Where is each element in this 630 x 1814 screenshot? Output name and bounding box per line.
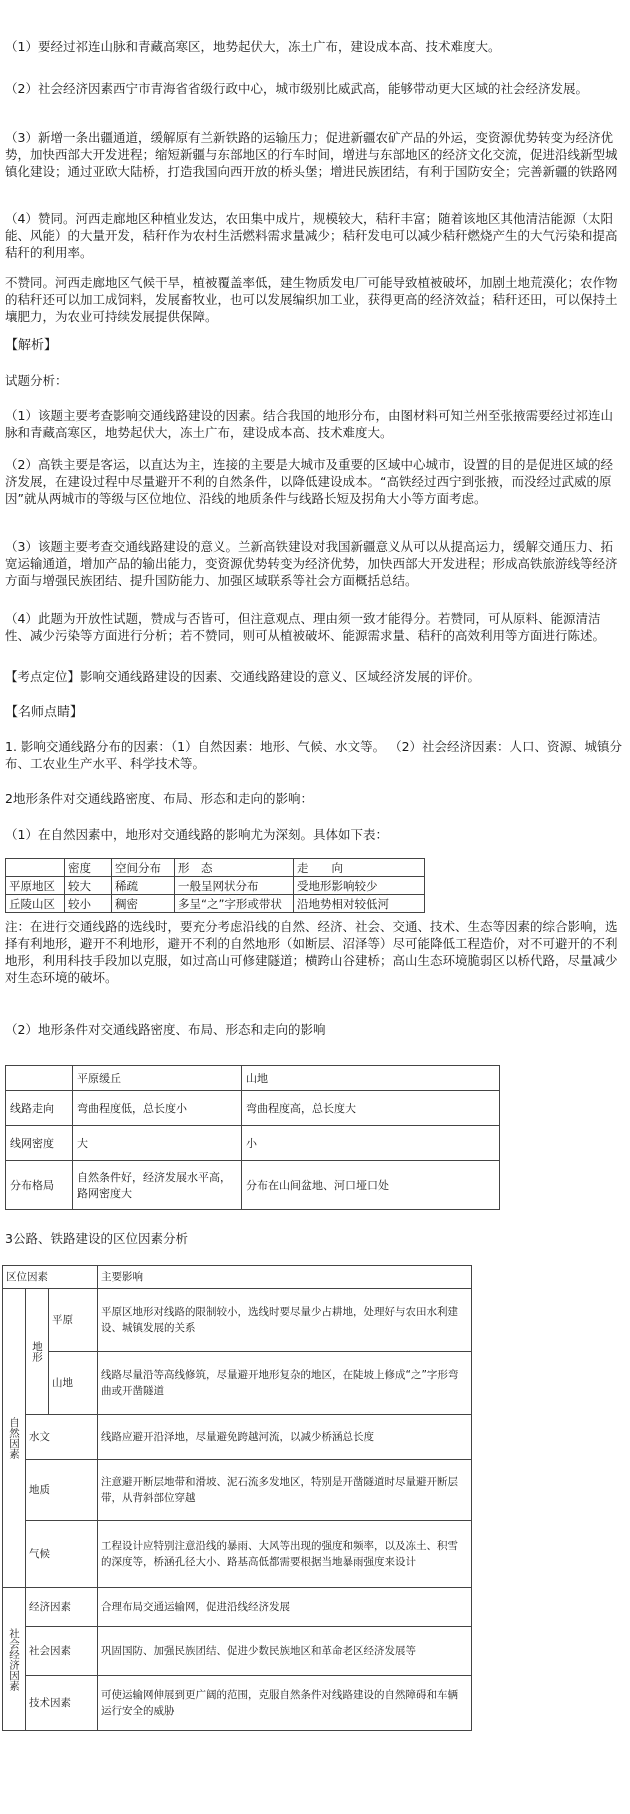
table-cell: 稀疏 — [112, 877, 175, 895]
table-header-row — [6, 859, 425, 877]
table-row — [3, 1588, 472, 1627]
table-cell: 地质 — [26, 1460, 98, 1521]
table-header-cell — [6, 859, 65, 877]
table-cell: 合理布局交通运输网，促进沿线经济发展 — [98, 1588, 472, 1627]
table-header-cell: 主要影响 — [98, 1266, 472, 1289]
table-header-cell: 走 向 — [294, 859, 425, 877]
table-row — [6, 877, 425, 895]
table-header-cell: 区位因素 — [3, 1266, 98, 1289]
table-cell: 分布在山间盆地、河口垭口处 — [242, 1161, 500, 1210]
table-cell: 弯曲程度高，总长度大 — [242, 1091, 500, 1126]
analysis-heading: 【解析】 — [5, 338, 58, 353]
table-row — [6, 1091, 500, 1126]
table-cell: 平原地区 — [6, 877, 65, 895]
location-factor-table — [2, 1265, 472, 1731]
table-cell: 可使运输网伸展到更广阔的范围，克服自然条件对线路建设的自然障碍和车辆运行安全的威胁 — [98, 1676, 472, 1731]
table-cell: 线路尽量沿等高线修筑，尽量避开地形复杂的地区，在陡坡上修成“之”字形弯曲或开凿隧道 — [98, 1352, 472, 1415]
table-cell: 气候 — [26, 1521, 98, 1588]
table-group-cell: 社会经济因素 — [3, 1588, 26, 1731]
mingshi-2: 2地形条件对交通线路密度、布局、形态和走向的影响： — [5, 791, 313, 806]
table-cell: 一般呈网状分布 — [175, 877, 294, 895]
table-cell: 较小 — [65, 895, 112, 913]
table-row — [3, 1676, 472, 1731]
table-row — [3, 1521, 472, 1588]
table-cell: 沿地势相对较低河 — [294, 895, 425, 913]
table-header-row — [6, 1066, 500, 1091]
answer-3: （3）新增一条出疆通道，缓解原有兰新铁路的运输压力；促进新疆农矿产品的外运，变资源优势转变为经济优势，加快西部大开发进程；缩短新疆与东部地区的行车时间，增进与东部地区的经济文化交流，促进沿线新型城镇化建设；通过亚欧大陆桥，打造我国向西开放的桥头堡；增进民族团结，有利于国防安全；完善新疆的铁路网 — [5, 130, 618, 179]
table-row — [6, 895, 425, 913]
table-cell: 山地 — [49, 1352, 98, 1415]
table-row — [3, 1415, 472, 1460]
analysis-intro: 试题分析： — [5, 373, 68, 388]
table-cell: 技术因素 — [26, 1676, 98, 1731]
table-cell: 工程设计应特别注意沿线的暴雨、大风等出现的强度和频率，以及冻土、积雪的深度等，桥涵孔径大小、路基高低都需要根据当地暴雨强度来设计 — [98, 1521, 472, 1588]
table-row — [3, 1627, 472, 1676]
table-header-row — [3, 1266, 472, 1289]
mingshi-1: 1. 影响交通线路分布的因素：（1）自然因素：地形、气候、水文等。 （2）社会经济因素：人口、资源、城镇分布、工农业生产水平、科学技术等。 — [5, 739, 623, 771]
table-cell: 小 — [242, 1126, 500, 1161]
analysis-1: （1）该题主要考查影响交通线路建设的因素。结合我国的地形分布，由图材料可知兰州至张掖需要经过祁连山脉和青藏高寒区，地势起伏大，冻土广布，建设成本高、技术难度大。 — [5, 408, 613, 440]
section-3-title: 3公路、铁路建设的区位因素分析 — [5, 1231, 188, 1246]
table-cell: 大 — [73, 1126, 242, 1161]
table-cell: 线网密度 — [6, 1126, 73, 1161]
table-header-cell: 山地 — [242, 1066, 500, 1091]
answer-4-disagree: 不赞同。河西走廊地区气候干旱，植被覆盖率低，建生物质发电厂可能导致植被破坏，加剧土地荒漠化；农作物的秸秆还可以加工成饲料，发展畜牧业，也可以发展编织加工业，获得更高的经济效益；秸秆还田，可以保持土壤肥力，为农业可持续发展提供保障。 — [5, 275, 618, 324]
table-row — [3, 1289, 472, 1352]
analysis-3: （3）该题主要考查交通线路建设的意义。兰新高铁建设对我国新疆意义从可以从提高运力，缓解交通压力、拓宽运输通道，增加产品的输出能力，变资源优势转变为经济优势，加快西部大开发进程；形成高铁旅游线等经济方面与增强民族团结、提升国防能力、加强区域联系等社会方面概括总结。 — [5, 539, 618, 588]
table-cell: 较大 — [65, 877, 112, 895]
table-cell: 线路走向 — [6, 1091, 73, 1126]
mingshi-heading: 【名师点睛】 — [5, 705, 84, 720]
section-2-title: （2）地形条件对交通线路密度、布局、形态和走向的影响 — [5, 1022, 326, 1037]
table-cell: 水文 — [26, 1415, 98, 1460]
table-header-cell: 形 态 — [175, 859, 294, 877]
table-cell: 线路应避开沿泽地，尽量避免跨越河流，以减少桥涵总长度 — [98, 1415, 472, 1460]
table-row — [6, 1161, 500, 1210]
table-cell: 受地形影响较少 — [294, 877, 425, 895]
answer-4-agree: （4）赞同。河西走廊地区种植业发达，农田集中成片，规模较大，秸秆丰富；随着该地区其他清洁能源（太阳能、风能）的大量开发，秸秆作为农村生活燃料需求量减少；秸秆发电可以减少秸秆燃烧产生的大气污染和提高秸秆的利用率。 — [5, 211, 618, 260]
analysis-2: （2）高铁主要是客运，以直达为主，连接的主要是大城市及重要的区域中心城市，设置的目的是促进区域的经济发展，在建设过程中尽量避开不利的自然条件，以降低建设成本。“高铁经过西宁到张掖，而没经过武威的原因”就从两城市的等级与区位地位、沿线的地质条件与线路长短及拐角大小等方面考虑。 — [5, 457, 613, 506]
terrain-table — [5, 858, 425, 913]
mingshi-3: （1）在自然因素中，地形对交通线路的影响尤为深刻。具体如下表： — [5, 827, 388, 842]
table-subgroup-cell: 地形 — [26, 1289, 49, 1415]
table-header-cell — [6, 1066, 73, 1091]
table-cell: 自然条件好，经济发展水平高，路网密度大 — [73, 1161, 242, 1210]
table-row — [3, 1352, 472, 1415]
table-cell: 丘陵山区 — [6, 895, 65, 913]
table-cell: 社会因素 — [26, 1627, 98, 1676]
terrain-impact-table — [5, 1065, 500, 1210]
table-group-cell: 自然因素 — [3, 1289, 26, 1588]
table-cell: 弯曲程度低，总长度小 — [73, 1091, 242, 1126]
table-cell: 平原 — [49, 1289, 98, 1352]
table-row — [3, 1460, 472, 1521]
answer-2: （2）社会经济因素西宁市青海省省级行政中心，城市级别比威武高，能够带动更大区域的社会经济发展。 — [5, 81, 588, 96]
table-cell: 经济因素 — [26, 1588, 98, 1627]
table-cell: 巩固国防、加强民族团结、促进少数民族地区和革命老区经济发展等 — [98, 1627, 472, 1676]
table-cell: 稠密 — [112, 895, 175, 913]
selection-note: 注：在进行交通线路的选线时，要充分考虑沿线的自然、经济、社会、交通、技术、生态等因素的综合影响，选择有利地形，避开不利地形，避开不利的自然地形（如断层、沼泽等）尽可能降低工程造价，对不可避开的不利地形，利用科技手段加以克服，如过高山可修建隧道；横跨山谷建桥；高山生态环境脆弱区以桥代路，尽量减少对生态环境的破坏。 — [5, 919, 618, 985]
table-header-cell: 空间分布 — [112, 859, 175, 877]
kaodian-line: 【考点定位】影响交通线路建设的因素、交通线路建设的意义、区域经济发展的评价。 — [5, 669, 481, 684]
table-cell: 注意避开断层地带和滑坡、泥石流多发地区，特别是开凿隧道时尽量避开断层带，从背斜部位穿越 — [98, 1460, 472, 1521]
table-header-cell: 密度 — [65, 859, 112, 877]
table-cell: 多呈“之”字形或带状 — [175, 895, 294, 913]
table-cell: 平原区地形对线路的限制较小，选线时要尽量少占耕地，处理好与农田水利建设、城镇发展的关系 — [98, 1289, 472, 1352]
table-row — [6, 1126, 500, 1161]
table-cell: 分布格局 — [6, 1161, 73, 1210]
answer-1: （1）要经过祁连山脉和青藏高寒区，地势起伏大，冻土广布，建设成本高、技术难度大。 — [5, 39, 501, 54]
analysis-4: （4）此题为开放性试题，赞成与否皆可，但注意观点、理由须一致才能得分。若赞同，可从原料、能源清洁性、减少污染等方面进行分析；若不赞同，则可从植被破坏、能源需求量、秸秆的高效利用等方面进行陈述。 — [5, 611, 606, 643]
table-header-cell: 平原缓丘 — [73, 1066, 242, 1091]
